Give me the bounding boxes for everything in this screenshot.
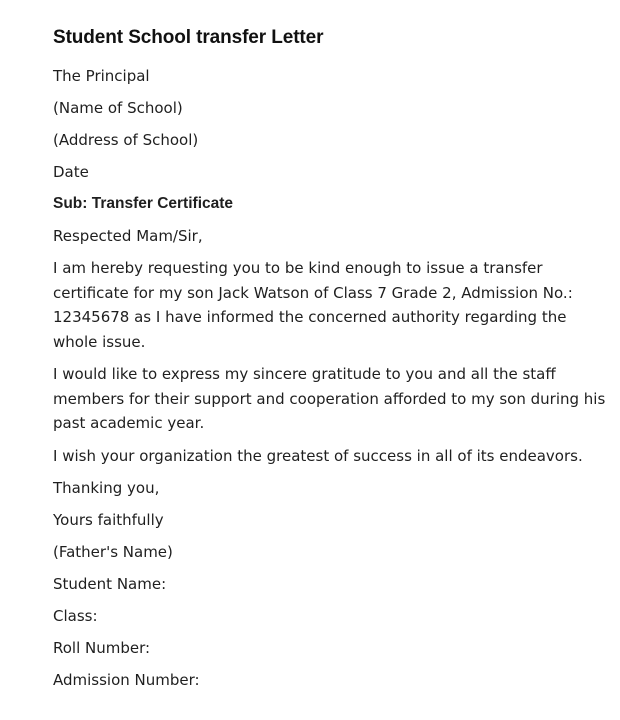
closing-sign-off: Yours faithfully	[53, 511, 164, 529]
paragraph-line: I am hereby requesting you to be kind enough to issue a transfer	[53, 259, 543, 277]
paragraph-line: whole issue.	[53, 332, 146, 351]
paragraph-request	[53, 256, 593, 354]
field-roll-number: Roll Number:	[53, 639, 151, 657]
paragraph-line: I wish your organization the greatest of success in all of its endeavors.	[53, 446, 583, 465]
field-admission-number: Admission Number:	[53, 671, 200, 689]
closing-thanks: Thanking you,	[53, 479, 160, 497]
paragraph-line: I would like to express my sincere gratitude to you and all the staff	[53, 365, 556, 383]
recipient-school-name: (Name of School)	[53, 99, 183, 117]
letter-date: Date	[53, 163, 89, 181]
letter-title: Student School transfer Letter	[53, 27, 324, 48]
field-student-name: Student Name:	[53, 575, 167, 593]
field-class: Class:	[53, 607, 98, 625]
paragraph-wishes	[53, 444, 593, 469]
paragraph-line: 12345678 as I have informed the concerned authority regarding the	[53, 308, 567, 326]
paragraph-gratitude	[53, 362, 606, 436]
letter-subject: Sub: Transfer Certificate	[53, 195, 234, 212]
recipient-principal: The Principal	[53, 67, 150, 85]
salutation: Respected Mam/Sir,	[53, 227, 203, 245]
letter-document	[53, 26, 606, 700]
paragraph-line: certificate for my son Jack Watson of Class 7 Grade 2, Admission No.:	[53, 283, 573, 302]
paragraph-line: members for their support and cooperation afforded to my son during his	[53, 389, 606, 408]
father-name-placeholder: (Father's Name)	[53, 543, 173, 561]
recipient-school-address: (Address of School)	[53, 131, 199, 149]
paragraph-line: past academic year.	[53, 414, 205, 432]
